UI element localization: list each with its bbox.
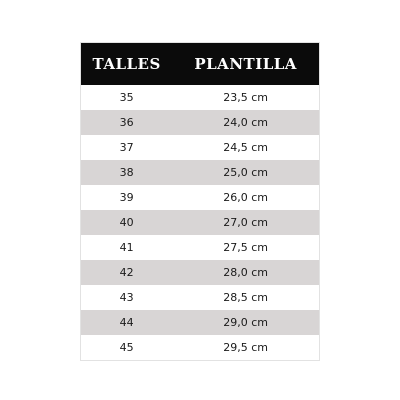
cell-size: 40: [81, 210, 173, 235]
header-row: [81, 43, 320, 86]
table-row: [81, 310, 320, 335]
table-row: [81, 235, 320, 260]
table-body: [81, 85, 320, 361]
table-row: [81, 260, 320, 285]
cell-insole: 24,5 cm: [172, 135, 319, 160]
table-row: [81, 85, 320, 110]
table-row: [81, 135, 320, 160]
cell-size: 35: [81, 85, 173, 110]
cell-insole: 28,5 cm: [172, 285, 319, 310]
cell-size: 36: [81, 110, 173, 135]
header-size: TALLES: [81, 43, 173, 86]
cell-insole: 27,5 cm: [172, 235, 319, 260]
cell-insole: 24,0 cm: [172, 110, 319, 135]
cell-size: 43: [81, 285, 173, 310]
cell-size: 39: [81, 185, 173, 210]
cell-size: 37: [81, 135, 173, 160]
cell-insole: 27,0 cm: [172, 210, 319, 235]
table-row: [81, 210, 320, 235]
cell-size: 41: [81, 235, 173, 260]
table-row: [81, 285, 320, 310]
table-row: [81, 185, 320, 210]
table-header: [81, 43, 320, 86]
size-chart-table: [80, 42, 320, 361]
cell-size: 44: [81, 310, 173, 335]
table-row: [81, 160, 320, 185]
cell-insole: 23,5 cm: [172, 85, 319, 110]
cell-insole: 29,5 cm: [172, 335, 319, 361]
cell-size: 42: [81, 260, 173, 285]
cell-insole: 29,0 cm: [172, 310, 319, 335]
table-row: [81, 335, 320, 361]
table-row: [81, 110, 320, 135]
cell-insole: 26,0 cm: [172, 185, 319, 210]
cell-insole: 25,0 cm: [172, 160, 319, 185]
header-insole: PLANTILLA: [172, 43, 319, 86]
cell-size: 45: [81, 335, 173, 361]
cell-size: 38: [81, 160, 173, 185]
cell-insole: 28,0 cm: [172, 260, 319, 285]
